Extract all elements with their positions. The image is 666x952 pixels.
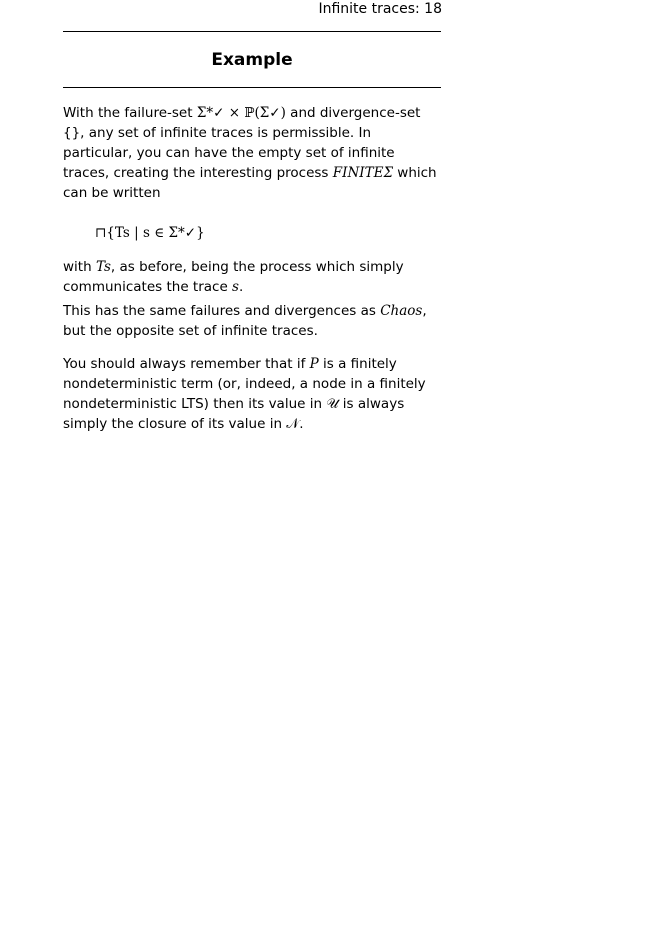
chaos-symbol: Chaos [380, 303, 423, 319]
top-rule [63, 31, 441, 32]
text: which can be written [63, 165, 437, 201]
bottom-rule [63, 87, 441, 88]
slide-body [63, 103, 443, 434]
p-symbol: P [309, 356, 319, 372]
ts-symbol: Ts [95, 259, 111, 275]
s-symbol: s [232, 279, 239, 295]
text: You should always remember that if [63, 356, 310, 372]
failure-set-formula: Σ*✓ × ℙ(Σ✓) [196, 105, 286, 121]
text: , but the opposite set of infinite traces. [63, 303, 427, 339]
finite-process-name: FINITEΣ [332, 165, 393, 181]
text: . [299, 416, 304, 432]
slide-title: Example [211, 50, 293, 70]
u-model-symbol: 𝒰 [326, 396, 339, 412]
running-head: Infinite traces: 18 [318, 1, 442, 17]
paragraph-chaos [63, 301, 443, 341]
text: is a finitely nondeterministic term (or, indeed, a node in a finitely nondeterministic LTS) then its value in [63, 356, 426, 412]
text: With the failure-set [63, 105, 197, 121]
text: This has the same failures and divergences as [63, 303, 381, 319]
n-model-symbol: 𝒩 [286, 416, 300, 432]
text: is always simply the closure of its value in [63, 396, 405, 432]
paragraph-failure-set [63, 103, 443, 203]
paragraph-closure [63, 354, 443, 434]
display-formula: ⊓{Ts | s ∈ Σ*✓} [95, 225, 205, 241]
text: and divergence-set {}, any set of infinite traces is permissible. In particular, you can have the empty set of infinite traces, creating the interesting process [63, 105, 421, 181]
text: with [63, 259, 96, 275]
paragraph-ts [63, 257, 443, 297]
text: , as before, being the process which simply communicates the trace [63, 259, 404, 295]
text: . [238, 279, 244, 295]
